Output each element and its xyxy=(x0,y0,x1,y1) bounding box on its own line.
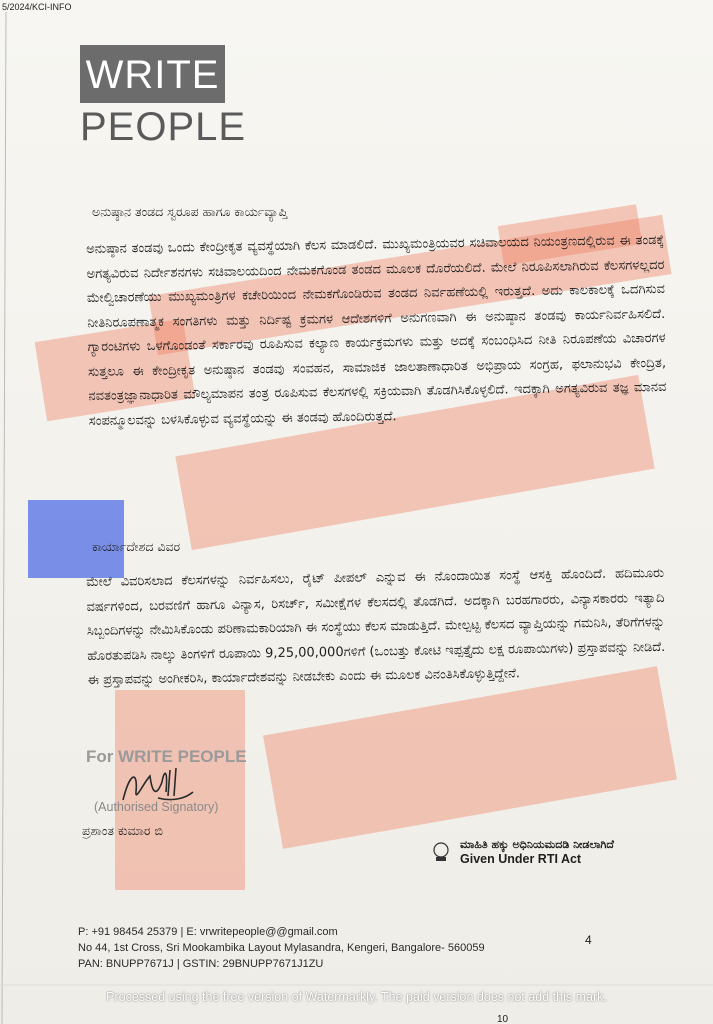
rti-stamp xyxy=(428,838,614,866)
footer-contact xyxy=(78,924,485,972)
page-number: 4 xyxy=(585,933,592,947)
section-heading-team: ಅನುಷ್ಠಾನ ತಂಡದ ಸ್ವರೂಪ ಹಾಗೂ ಕಾರ್ಯವ್ಯಾಪ್ತಿ xyxy=(92,204,288,219)
footer-phone-email: P: +91 98454 25379 | E: vrwritepeople@@gmail.com xyxy=(78,926,338,938)
watermark-notice: Processed using the free version of Watermarkly. The paid version does not add this mark. xyxy=(106,990,607,1004)
paragraph-team-scope: ಅನುಷ್ಠಾನ ತಂಡವು ಒಂದು ಕೇಂದ್ರೀಕೃತ ವ್ಯವಸ್ಥೆಯಾಗಿ ಕೆಲಸ ಮಾಡಲಿದೆ. ಮುಖ್ಯಮಂತ್ರಿಯವರ ಸಚಿವಾಲಯದ ನಿಯಂತ್ರಣದಲ್ಲಿರುವ ಈ ತಂಡಕ್ಕೆ ಅಗತ್ಯವಿರುವ ನಿರ್ದೇಶನಗಳು ಸಚಿವಾಲಯದಿಂದ ನೇಮಕಗೊಂಡ ತಂಡದ ಮೂಲಕ ದೊರೆಯಲಿದೆ. ಮೇಲೆ ನಿರೂಪಿಸಲಾಗಿರುವ ಕೆಲಸಗಳಲ್ಲದರ ಮೇಲ್ವಿಚಾರಣೆಯು ಮುಖ್ಯಮಂತ್ರಿಗಳ ಕಚೇರಿಯಿಂದ ನೇಮಕಗೊಂಡಿರುವ ತಂಡದ ನಿರ್ವಹಣೆಯಲ್ಲಿ ಇರುತ್ತದೆ. ಅದು ಕಾಲಕಾಲಕ್ಕೆ ಒದಗಿಸುವ ನೀತಿನಿರೂಪಣಾತ್ಮಕ ಸಂಗತಿಗಳು ಮತ್ತು ನಿರ್ದಿಷ್ಟ ಕ್ರಮಗಳ ಆದೇಶಗಳಿಗೆ ಅನುಗಣವಾಗಿ ಈ ಅನುಷ್ಠಾನ ತಂಡವು ಕಾರ್ಯನಿರ್ವಹಿಸಲಿದೆ. ಗ್ಯಾರಂಟಿಗಳು ಒಳಗೊಂಡಂತೆ ಸರ್ಕಾರವು ರೂಪಿಸುವ ಕಲ್ಯಾಣ ಕಾರ್ಯಕ್ರಮಗಳು ಮತ್ತು ಅದಕ್ಕೆ ಸಂಬಂಧಿಸಿದ ನೀತಿ ನಿರೂಪಣೆಯ ವಿಚಾರಗಳ ಸುತ್ತಲೂ ಈ ಕೇಂದ್ರೀಕೃತ ಅನುಷ್ಠಾನ ತಂಡವು ಸಂವಹನ, ಸಾಮಾಜಿಕ ಜಾಲತಾಣಾಧಾರಿತ ಅಭಿಪ್ರಾಯ ಸಂಗ್ರಹ, ಫಲಾನುಭವಿ ಕೇಂದ್ರಿತ, ನವತಂತ್ರಜ್ಞಾನಾಧಾರಿತ ಮೌಲ್ಯಮಾಪನ ತಂತ್ರ ರೂಪಿಸುವ ಕೆಲಸಗಳಲ್ಲಿ ಸಕ್ರಿಯವಾಗಿ ತೊಡಗಿಸಿಕೊಳ್ಳಲಿದೆ. ಇದಕ್ಕಾಗಿ ಅಗತ್ಯವಿರುವ ತಜ್ಞ ಮಾನವ ಸಂಪನ್ಮೂಲವನ್ನು ಬಳಸಿಕೊಳ್ಳುವ ವ್ಯವಸ್ಥೆಯನ್ನು ಈ ತಂಡವು ಹೊಂದಿರುತ್ತದೆ. xyxy=(86,232,667,429)
paragraph-workorder: ಮೇಲೆ ವಿವರಿಸಲಾದ ಕೆಲಸಗಳನ್ನು ನಿರ್ವಹಿಸಲು, ರೈಟ್ ಪೀಪಲ್ ಎನ್ನುವ ಈ ನೊಂದಾಯಿತ ಸಂಸ್ಥೆ ಆಸಕ್ತಿ ಹೊಂದಿದೆ. ಹದಿಮೂರು ವರ್ಷಗಳಿಂದ, ಬರವಣಿಗೆ ಹಾಗೂ ವಿನ್ಯಾಸ, ರಿಸರ್ಚ್, ಸಮೀಕ್ಷೆಗಳ ಕೆಲಸದಲ್ಲಿ ತೊಡಗಿದೆ. ಅದಕ್ಕಾಗಿ ಬರಹಗಾರರು, ವಿನ್ಯಾಸಕಾರರು ಇತ್ಯಾದಿ ಸಿಬ್ಬಂದಿಗಳನ್ನು ನೇಮಿಸಿಕೊಂಡು ಪರಿಣಾಮಕಾರಿಯಾಗಿ ಈ ಸಂಸ್ಥೆಯು ಕೆಲಸ ಮಾಡುತ್ತಿದೆ. ಮೇಲ್ಪಟ್ಟ ಕೆಲಸದ ವ್ಯಾಪ್ತಿಯನ್ನು ಗಮನಿಸಿ, ತೆರಿಗೆಗಳನ್ನು ಹೊರತುಪಡಿಸಿ ನಾಲ್ಕು ತಿಂಗಳಿಗೆ ರೂಪಾಯಿ 9,25,00,000ಗಳಿಗೆ (ಒಂಬತ್ತು ಕೋಟಿ ಇಪ್ಪತ್ತೈದು ಲಕ್ಷ ರೂಪಾಯಿಗಳು) ಪ್ರಸ್ತಾಪವನ್ನು ನೀಡಿದೆ. ಈ ಪ್ರಸ್ತಾಪವನ್ನು ಅಂಗೀಕರಿಸಿ, ಕಾರ್ಯಾದೇಶವನ್ನು ನೀಡಬೇಕು ಎಂದು ಈ ಮೂಲಕ ವಿನಂತಿಸಿಕೊಳ್ಳುತ್ತಿದ್ದೇನೆ. xyxy=(86,565,666,688)
bottom-page-number: 10 xyxy=(497,1014,509,1024)
authorised-signatory-label: (Authorised Signatory) xyxy=(94,800,219,814)
company-logo xyxy=(80,45,247,150)
footer-pan-gst: PAN: BNUPP7671J | GSTIN: 29BNUPP7671J1ZU xyxy=(78,958,324,970)
rti-english-text: Given Under RTI Act xyxy=(460,852,582,866)
section-heading-workorder: ಕಾರ್ಯಾದೇಶದ ವಿವರ xyxy=(92,539,181,554)
logo-people: PEOPLE xyxy=(80,105,247,149)
logo-write: WRITE xyxy=(80,45,225,103)
emblem-icon xyxy=(428,839,454,865)
footer-address: No 44, 1st Cross, Sri Mookambika Layout Mylasandra, Kengeri, Bangalore- 560059 xyxy=(78,942,485,954)
signer-name: ಪ್ರಶಾಂತ ಕುಮಾರ ಬಿ xyxy=(82,823,163,838)
signature-company: For WRITE PEOPLE xyxy=(86,747,247,766)
rti-kannada-text: ಮಾಹಿತಿ ಹಕ್ಕು ಅಧಿನಿಯಮದಡಿ ನೀಡಲಾಗಿದೆ xyxy=(460,838,614,851)
document-reference: 5/2024/KCI-INFO xyxy=(2,2,72,12)
